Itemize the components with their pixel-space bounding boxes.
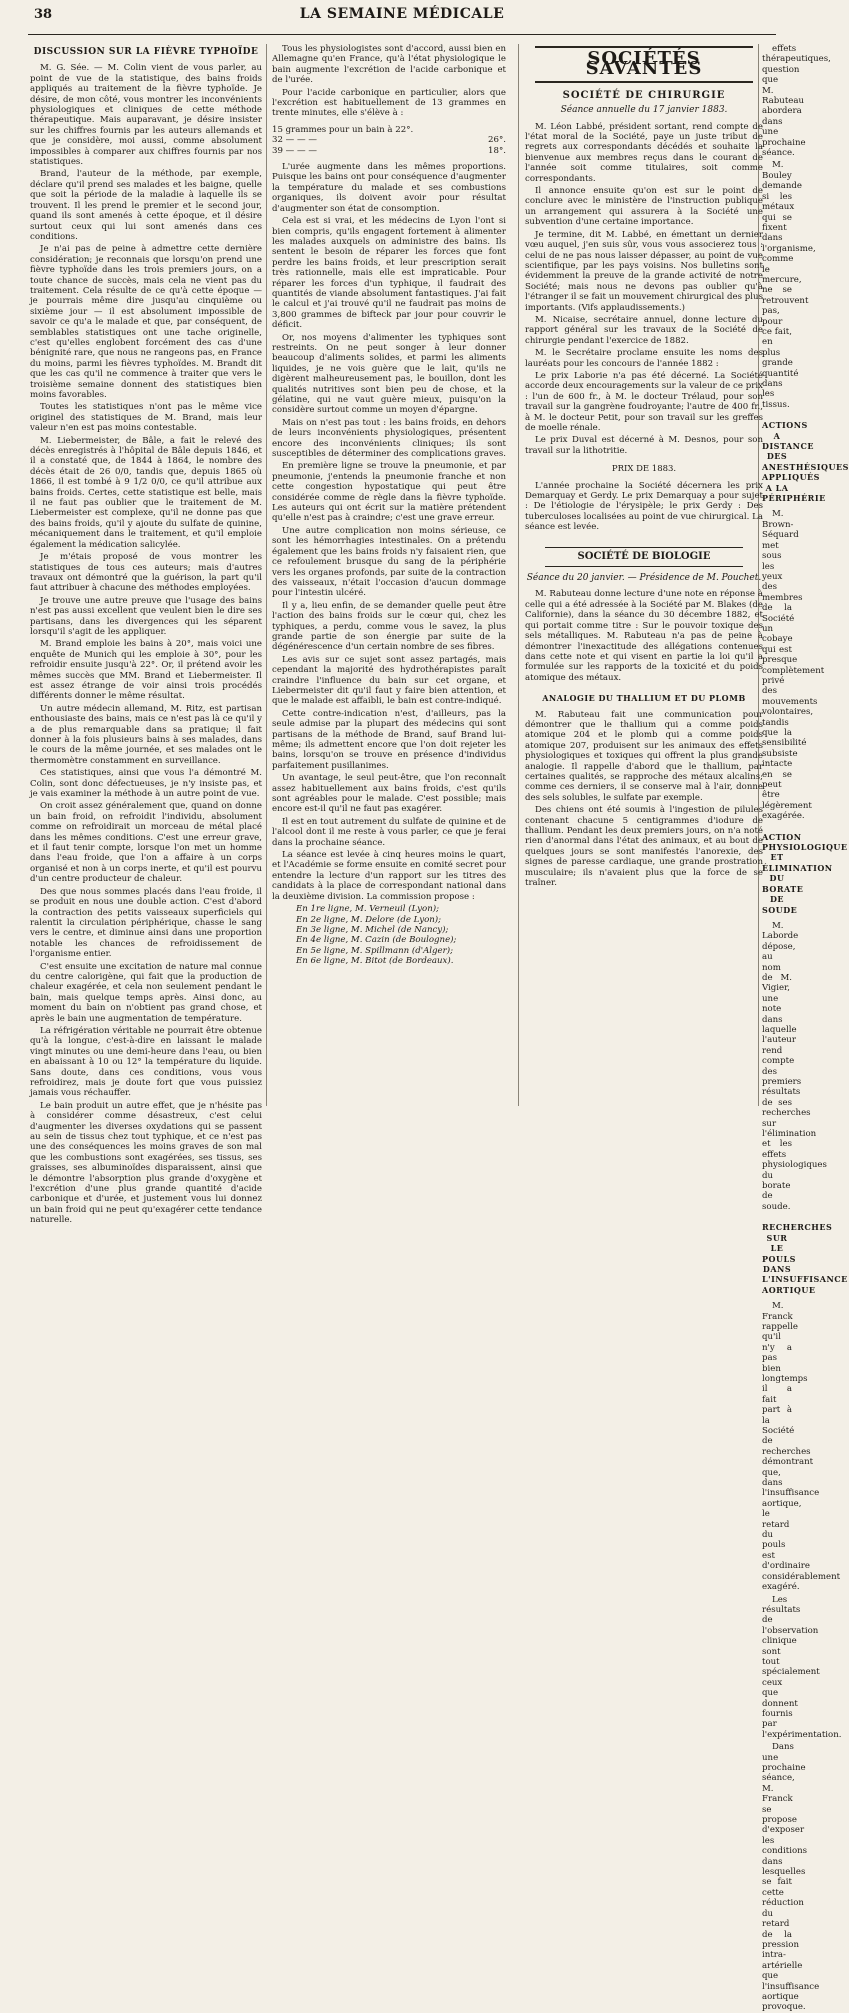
paragraph: Il y a, lieu enfin, de se demander quelle peut être l'action des bains froids sur le cœur qui, chez les typhiques, a perdu, comme vous le savez, la plus grande partie de son énergie par suite de la dégénérescence d'un certain nombre de ses fibres. <box>272 600 506 653</box>
column-4 <box>762 44 849 2013</box>
paragraph: M. Franck rappelle qu'il n'y a pas bien longtemps il a fait part à la Société de recherches démontrant que, dans l'insuffisance aortique, le retard du pouls est d'ordinaire considérablement exagéré. <box>762 1301 841 1593</box>
paragraph: Cette contre-indication n'est, d'ailleurs, pas la seule admise par la plupart des médecins qui sont partisans de la méthode de Brand, sauf Brand lui-même; ils admettent encore que l'on doit rejeter les bains, lorsqu'on se trouve en présence d'individus parfaitement pusillanimes. <box>272 708 506 771</box>
paragraph: Je trouve une autre preuve que l'usage des bains n'est pas aussi excellent que veulent bien le dire ses partisans, dans les divergences qui les séparent lorsqu'il s'agit de les appliquer. <box>30 595 262 637</box>
column-2-paragraphs-bottom <box>272 162 506 902</box>
candidate-list <box>272 904 506 966</box>
column-4-paragraphs-2 <box>762 509 825 822</box>
paragraph: La séance est levée à cinq heures moins le quart, et l'Académie se forme ensuite en comité secret pour entendre la lecture d'un rapport sur les titres des candidats à la place de correspondant national dans la deuxième division. La commission propose : <box>272 850 506 902</box>
paragraph: Je n'ai pas de peine à admettre cette dernière considération; je reconnais que lorsqu'on prend une fièvre typhoïde dans les trois premiers jours, on a toute chance de succès, mais cela ne vient pas du traitement. Cela résulte de ce qu'à cette époque — je pourrais même dire jusqu'au cinquième ou sixième jour — il est absolument impossible de savoir ce qu'a le malade et que, par conséquent, de semblables statistiques ont une tache originelle, c'est qu'elles englobent forcément des cas d'une bénignité rare, que nous ne rangeons pas, en France du moins, parmi les fièvres typhoïdes. M. Brandt dit que les cas qu'il ne commence à traiter que vers le troisième semaine donnent des statistiques bien moins favorables. <box>30 244 262 400</box>
society-2-paragraphs <box>525 589 763 683</box>
paragraph: Les résultats de l'observation clinique sont tout spécialement ceux que donnent fournis par l'expérimentation. <box>762 1594 842 1740</box>
page-header <box>28 4 776 35</box>
session-line: Séance du 20 janvier. — Présidence de M. Pouchet. <box>526 573 762 584</box>
column-4-paragraphs <box>762 44 831 410</box>
list-item: En 2e ligne, M. Delore (de Lyon); <box>296 914 442 925</box>
paragraph: effets thérapeutiques, question que M. Rabuteau abordera dans une prochaine séance. <box>762 44 831 159</box>
paragraph: Mais on n'est pas tout : les bains froids, en dehors de leurs inconvénients physiologiques, présentent encore des inconvénients cliniques; ils sont susceptibles de déterminer des complications graves. <box>272 417 507 460</box>
paragraph: M. le Secrétaire proclame ensuite les noms des lauréats pour les concours de l'année 1882 : <box>525 348 763 369</box>
paragraph: Je m'étais proposé de vous montrer les statistiques de tous ces auteurs; mais d'autres travaux ont démontré que la guérison, la part qu'il faut attribuer à chacune des méthodes employées. <box>30 552 262 594</box>
paragraph: Le prix Duval est décerné à M. Desnos, pour son travail sur la lithotritie. <box>525 435 763 456</box>
prize-heading: PRIX DE 1883. <box>611 464 677 475</box>
list-item: En 4e ligne, M. Cazin (de Boulogne); <box>296 935 457 946</box>
paragraph: Il est en tout autrement du sulfate de quinine et de l'alcool dont il me reste à vous parler, ce que je ferai dans la prochaine séance. <box>272 816 506 848</box>
table-cell: 26°. <box>488 135 506 146</box>
column-4-paragraphs-3 <box>762 920 827 1212</box>
table-cell: 15 grammes pour un bain à 22°. <box>272 124 414 135</box>
paragraph: Le bain produit un autre effet, que je n'hésite pas à considérer comme désastreux, c'est celui d'augmenter les diverses oxydations qui se passent au sein de tissus chez tout typhique, et ce n'est pas une des conséquences les moins graves de son mal que les combustions sont exagérées, ses tissus, ses graisses, ses albuminoïdes disparaissent, ainsi que le démontre l'absorption plus grande d'oxygène et l'excrétion d'une plus grande quantité d'acide carbonique et d'urée, et justement vous lui donnez un bain froid qui ne peut qu'exagérer cette tendance naturelle. <box>30 1100 262 1226</box>
column-4-paragraphs-4 <box>762 1301 842 2013</box>
paragraph: Pour l'acide carbonique en particulier, alors que l'excrétion est habituellement de 13 grammes en trente minutes, elle s'élève à : <box>272 87 506 119</box>
paragraph: Un avantage, le seul peut-être, que l'on reconnaît assez habituellement aux bains froids, c'est qu'ils sont agréables pour le malade. C'est possible; mais encore est-il qu'il ne faut pas exagérer. <box>272 773 506 815</box>
column-1 <box>30 44 262 1226</box>
paragraph: Toutes les statistiques n'ont pas le même vice originel des statistiques de M. Brand, mais leur valeur n'en est pas moins contestable. <box>30 402 262 434</box>
section-heading: DISCUSSION SUR LA FIÈVRE TYPHOÏDE <box>33 47 259 57</box>
paragraph: Une autre complication non moins sérieuse, ce sont les hémorrhagies intestinales. On a prétendu également que les bains froids n'y faisaient rien, que ce refoulement brusque du sang de la périphérie vers les organes profonds, par suite de la contraction des vaisseaux, n'était l'occasion d'aucun dommage pour l'intestin ulcéré. <box>272 525 506 599</box>
paragraph: Un autre médecin allemand, M. Ritz, est partisan enthousiaste des bains, mais ce n'est pas là ce qu'il y a de plus remarquable dans sa pratique; il fait donner à la fois plusieurs bains à ses malades, dans le cours de la même journée, et ses malades ont le thermomètre constamment en surveillance. <box>30 703 262 766</box>
paragraph: Brand, l'auteur de la méthode, par exemple, déclare qu'il prend ses malades et les baigne, quelle que soit la période de la maladie à laquelle ils se trouvent. Il les prend le premier et le second jour, quand ils sont amenés à cette époque, et il désire surtout ceux qui lui sont amenés dans ces conditions. <box>30 169 262 242</box>
society-heading: SOCIÉTÉ DE BIOLOGIE <box>545 547 743 567</box>
paragraph: Des chiens ont été soumis à l'ingestion de pilules contenant chacune 5 centigrammes d'iodure de thallium. Pendant les deux premiers jours, on n'a noté rien d'anormal dans l'état des animaux, et au bout de quelques jours se sont manifestés l'anorexie, des signes de paresse cardiaque, une grande prostration musculaire; ils n'avaient plus que la force de se traîner. <box>525 805 763 889</box>
table-row <box>272 125 506 135</box>
paragraph: M. Laborde dépose, au nom de M. Vigier, une note dans laquelle l'auteur rend compte des premiers résultats de ses recherches sur l'élimination et les effets physiologiques du borate de soude. <box>762 920 827 1212</box>
column-3 <box>518 44 763 1106</box>
table-row <box>272 135 506 145</box>
subsection-heading: RECHERCHES SUR LE POULS DANS L'INSUFFISANCE AORTIQUE <box>762 1222 848 1295</box>
subsection-heading: ACTIONS A DISTANCE DES ANESTHÉSIQUES APPLIQUÉS A LA PÉRIPHÉRIE <box>762 420 849 504</box>
table-cell: 32 — — — <box>272 135 317 146</box>
paragraph: C'est ensuite une excitation de nature mal connue du centre calorigène, qui fait que la production de chaleur exagérée, et cela non seulement pendant le bain, mais quelque temps après. Ainsi donc, au moment du bain on n'obtient pas grand chose, et après le bain une augmentation de température. <box>30 961 262 1024</box>
section-title: SOCIÉTÉS SAVANTES <box>535 46 753 83</box>
paragraph: Dans une prochaine séance, M. Franck se propose d'exposer les conditions dans lesquelles se fait cette réduction du retard de la pression intra-artérielle que l'insuffisance aortique provoque. <box>762 1742 820 2013</box>
paragraph: M. Brand emploie les bains à 20°, mais voici une enquête de Munich qui les emploie à 30°, pour les refroidir ensuite jusqu'à 22°. Or, il prétend avoir les mêmes succès que MM. Brand et Liebermeister. Il est assez étrange de voir ainsi trois procédés différents donner le même résultat. <box>30 639 262 702</box>
paragraph: Des que nous sommes placés dans l'eau froide, il se produit en nous une double action. C'est d'abord la contraction des petits vaisseaux superficiels qui ralentit la circulation périphérique, chasse le sang vers le centre, et diminue ainsi dans une proportion notable les chances de refroidissement de l'organisme entier. <box>30 886 262 960</box>
column-1-paragraphs <box>30 63 262 1225</box>
session-line: Séance annuelle du 17 janvier 1883. <box>560 105 728 116</box>
list-item: En 1re ligne, M. Verneuil (Lyon); <box>296 904 439 915</box>
paragraph: Il annonce ensuite qu'on est sur le point de conclure avec le ministère de l'instruction publique un arrangement qui assurera à la Société une subvention d'une certaine importance. <box>525 186 763 228</box>
prize-paragraph: L'année prochaine la Société décernera les prix Demarquay et Gerdy. Le prix Demarquay a pour sujet : De l'étiologie de l'érysipèle; le prix Gerdy : Des tuberculoses localisées au point de vue chirurgical. La séance est levée. <box>525 480 763 533</box>
table-row <box>272 146 506 156</box>
list-item: En 3e ligne, M. Michel (de Nancy); <box>296 924 449 935</box>
list-item: En 6e ligne, M. Bitot (de Bordeaux). <box>296 956 454 967</box>
subsection-heading: ACTION PHYSIOLOGIQUE ET ÉLIMINATION DU BORATE DE SOUDE <box>762 831 848 915</box>
paragraph: M. Liebermeister, de Bâle, a fait le relevé des décès enregistrés à l'hôpital de Bâle depuis 1846, et il a constaté que, de 1844 à 1864, le nombre des décès était de 26 0/0, tandis que, depuis 1865 où 1866, il est tombé à 9 1/2 0/0, ce qu'il attribue aux bains froids. Certes, cette statistique est belle, mais il ne faut pas oublier que le traitement de M. Liebermeister est complexe, qu'il ne donne pas que des bains froids, qu'il y ajoute du sulfate de quinine, mécaniquement dans le traitement, et qu'il emploie également la médication salicylée. <box>30 435 262 550</box>
paragraph: M. G. Sée. — M. Colin vient de vous parler, au point de vue de la statistique, des bains froids appliqués au traitement de la fièvre typhoïde. Je désire, de mon côté, vous montrer les inconvénients physiologiques et cliniques de cette méthode thérapeutique. Mais auparavant, je désire insister sur les chiffres fournis par les auteurs allemands et que je considère, moi aussi, comme absolument impossibles à comparer aux chiffres fournis par nos statistiques. <box>30 63 262 168</box>
paragraph: M. Rabuteau donne lecture d'une note en réponse à celle qui a été adressée à la Société par M. Blakes (de Californie), dans la séance du 30 décembre 1882, et qui portait comme titre : Sur le pouvoir toxique des sels métalliques. M. Rabuteau n'a pas de peine à démontrer l'inexactitude des allégations contenues dans cette note et qui visent en partie la loi qu'il a formulée sur les rapports de la toxicité et du poids atomique des métaux. <box>525 589 763 683</box>
paragraph: On croit assez généralement que, quand on donne un bain froid, on refroidit l'individu, absolument comme on refroidirait un morceau de métal placé dans les mêmes conditions. C'est une erreur grave, et il faut tenir compte, lorsque l'on met un homme dans l'eau froide, que l'on a affaire à un corps organisé et non à un corps inerte, et qu'il est pourvu d'un centre producteur de chaleur. <box>30 801 262 885</box>
column-rule <box>266 44 267 1106</box>
page-number: 38 <box>34 7 53 22</box>
subsection-heading: ANALOGIE DU THALLIUM ET DU PLOMB <box>542 693 746 704</box>
column-2-paragraphs-top <box>272 44 506 119</box>
paragraph: Les avis sur ce sujet sont assez partagés, mais cependant la majorité des hydrothérapistes paraît craindre l'influence du bain sur cet organe, et Liebermeister dit qu'il faut y faire bien attention, et que le malade est affaibli, le bain est contre-indiqué. <box>272 654 506 707</box>
paragraph: Ces statistiques, ainsi que vous l'a démontré M. Colin, sont donc défectueuses, je n'y insiste pas, et je vais examiner la méthode à un autre point de vue. <box>30 768 262 800</box>
paragraph: L'urée augmente dans les mêmes proportions. Puisque les bains ont pour conséquence d'augmenter la température du malade et ses combustions organiques, ils doivent avoir pour résultat d'augmenter son état de consomption. <box>272 162 506 214</box>
paragraph: En première ligne se trouve la pneumonie, et par pneumonie, j'entends la pneumonie franche et non cette congestion hypostatique qui peut être considérée comme de règle dans la fièvre typhoïde. Les auteurs qui ont écrit sur la matière prétendent qu'elle n'est pas à craindre; c'est une grave erreur. <box>272 461 506 524</box>
paragraph: M. Nicaise, secrétaire annuel, donne lecture du rapport général sur les travaux de la Société de chirurgie pendant l'exercice de 1882. <box>525 314 763 346</box>
co2-table <box>272 125 506 156</box>
table-cell: 39 — — — <box>272 145 317 156</box>
society-2-paragraphs-2 <box>525 710 763 889</box>
society-1-paragraphs <box>525 122 763 457</box>
paragraph: M. Brown-Séquard met sous les yeux des membres de la Société un cobaye qui est presque complètement privé des mouvements volontaires, tandis que la sensibilité subsiste intacte en se peut être légèrement exagérée. <box>762 509 825 822</box>
paragraph: M. Bouley demande si les métaux qui se fixent dans l'organisme, comme le mercure, ne se retrouvent pas, pour ce fait, en plus grande quantité dans les tissus. <box>762 160 816 410</box>
list-item: En 5e ligne, M. Spillmann (d'Alger); <box>296 945 453 956</box>
paragraph: Le prix Laborie n'a pas été décerné. La Société accorde deux encouragements sur la valeur de ce prix : l'un de 600 fr., à M. le docteur Trélaud, pour son travail sur la gangrène foudroyante; l'autre de 400 fr., à M. le docteur Petit, pour son travail sur les greffes de moelle rénale. <box>525 370 763 433</box>
paragraph: Je termine, dit M. Labbé, en émettant un dernier vœu auquel, j'en suis sûr, vous vous associerez tous : celui de ne pas nous laisser dépasser, au point de vue scientifique, par les pays voisins. Nos bulletins sont évidemment la preuve de la grande activité de notre Société; mais nous ne devons pas oublier qu'à l'étranger il se fait un mouvement chirurgical des plus importants. (Vifs applaudissements.) <box>525 229 763 313</box>
paragraph: M. Rabuteau fait une communication pour démontrer que le thallium qui a comme poids atomique 204 et le plomb qui a comme poids atomique 207, produisent sur les animaux des effets physiologiques et toxiques qui offrent la plus grande analogie. Il rappelle d'abord que le thallium, par certaines qualités, se rapproche des métaux alcalins; comme ces derniers, il se conserve mal à l'air, donne des sels solubles, le sulfate par exemple. <box>525 709 763 803</box>
paragraph: Cela est si vrai, et les médecins de Lyon l'ont si bien compris, qu'ils engagent fortement à alimenter les malades auxquels on administre des bains. Ils sentent le besoin de réparer les forces que font perdre les bains froids, et leur prescription serait très rationnelle, mais elle est impraticable. Pour réparer les forces d'un typhique, il faudrait des quantités de viande absolument fantastiques. J'ai fait le calcul et j'ai trouvé qu'il ne faudrait pas moins de 3,800 grammes de bifteck par jour pour couvrir le déficit. <box>272 216 506 331</box>
column-2 <box>272 44 506 1106</box>
paragraph: La réfrigération véritable ne pourrait être obtenue qu'à la longue, c'est-à-dire en laissant le malade vingt minutes ou une demi-heure dans l'eau, ou bien en abaissant à 10 ou 12° la température du liquide. Sans doute, dans ces conditions, vous vous refroidirez, mais je doute fort que vous puissiez jamais vous réchauffer. <box>30 1025 262 1099</box>
society-heading: SOCIÉTÉ DE CHIRURGIE <box>562 89 726 101</box>
paragraph: Tous les physiologistes sont d'accord, aussi bien en Allemagne qu'en France, qu'à l'état physiologique le bain augmente l'excrétion de l'acide carbonique et de l'urée. <box>272 44 506 86</box>
table-cell: 18°. <box>488 145 506 156</box>
paragraph: Or, nos moyens d'alimenter les typhiques sont restreints. On ne peut songer à leur donner beaucoup d'aliments solides, et parmi les aliments liquides, je ne vois guère que le lait, qu'ils ne digèrent malheureusement pas, le bouillon, dont les qualités nutritives sont bien peu de chose, et la gélatine, qui ne vaut guère mieux, puisqu'on la considère surtout comme un moyen d'épargne. <box>272 332 506 416</box>
running-title: LA SEMAINE MÉDICALE <box>299 6 505 22</box>
paragraph: M. Léon Labbé, président sortant, rend compte de l'état moral de la Société, paye un juste tribut de regrets aux correspondants décédés et souhaite la bienvenue aux membres reçus dans le courant de l'année soit comme titulaires, soit comme correspondants. <box>525 121 763 184</box>
